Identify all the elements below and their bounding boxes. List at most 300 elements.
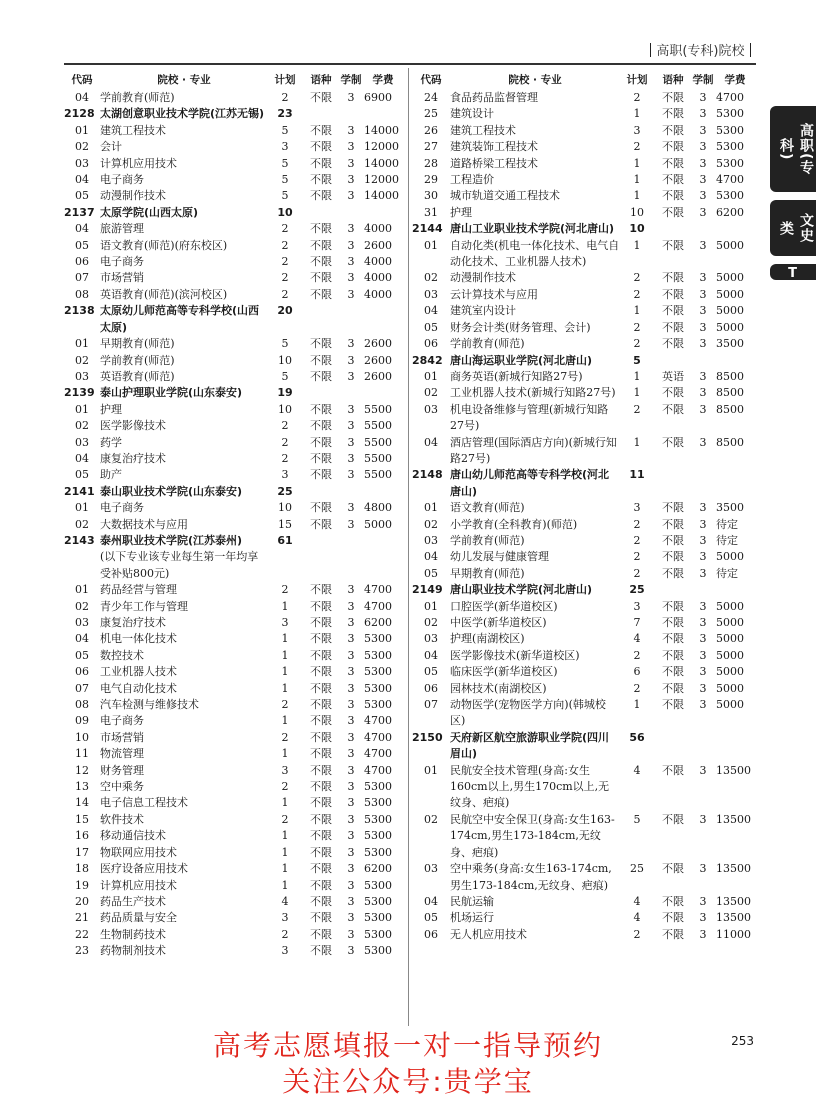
- school-row: [64, 303, 404, 336]
- cell-fee: 5300: [364, 878, 392, 892]
- cell-lang: 不限: [662, 205, 684, 219]
- cell-fee: 5300: [364, 894, 392, 908]
- cell-fee: 12000: [364, 140, 399, 154]
- cell-code: 12: [75, 763, 89, 777]
- cell-code: 09: [75, 714, 89, 728]
- cell-lang: 不限: [662, 271, 684, 285]
- cell-name: 中医学(新华道校区): [450, 616, 547, 629]
- cell-fee: [362, 549, 404, 582]
- cell-fee: 5300: [364, 812, 392, 826]
- cell-name: 泰州职业技术学院(江苏泰州): [100, 533, 243, 547]
- cell-lang: 不限: [310, 451, 332, 465]
- cell-name: 物联网应用技术: [100, 845, 177, 859]
- cell-code: 06: [424, 927, 438, 941]
- cell-years: 3: [699, 123, 707, 137]
- table-row: [64, 369, 404, 385]
- cell-years: 3: [347, 583, 355, 597]
- table-row: [64, 402, 404, 418]
- cell-lang: 不限: [662, 632, 684, 646]
- cell-lang: 不限: [310, 369, 332, 383]
- cell-lang: 英语: [662, 369, 684, 383]
- cell-years: 3: [699, 501, 707, 515]
- cell-fee: [362, 106, 404, 122]
- cell-plan: 10: [630, 205, 644, 219]
- cell-years: 3: [699, 550, 707, 564]
- cell-lang: 不限: [310, 419, 332, 433]
- cell-code: 08: [75, 287, 89, 301]
- cell-plan: 2: [281, 419, 289, 433]
- school-row: [64, 385, 404, 401]
- cell-code: 2842: [412, 353, 443, 367]
- cell-plan: 2: [281, 435, 289, 449]
- table-row: [412, 205, 756, 221]
- cell-fee: 14000: [364, 123, 399, 137]
- table-row: [64, 139, 404, 155]
- cell-years: [340, 303, 362, 336]
- cell-plan: [268, 549, 302, 582]
- cell-name: 建筑室内设计: [450, 304, 516, 318]
- cell-fee: 5000: [716, 271, 744, 285]
- cell-plan: 1: [281, 599, 289, 613]
- cell-lang: 不限: [310, 730, 332, 744]
- table-row: [412, 188, 756, 204]
- cell-fee: 13500: [716, 894, 751, 908]
- cell-lang: 不限: [310, 255, 332, 269]
- cell-lang: [654, 353, 692, 369]
- table-row: [412, 812, 756, 861]
- table-row: [412, 369, 756, 385]
- cell-code: 03: [75, 616, 89, 629]
- cell-fee: 5300: [716, 156, 744, 170]
- cell-lang: 不限: [662, 304, 684, 318]
- cell-lang: [654, 221, 692, 237]
- cell-fee: 5000: [716, 665, 744, 679]
- cell-code: 02: [424, 517, 438, 531]
- cell-fee: 4700: [364, 583, 392, 597]
- table-row: [64, 910, 404, 926]
- cell-years: 3: [347, 468, 355, 482]
- cell-fee: 13500: [716, 911, 751, 925]
- cell-lang: [654, 467, 692, 500]
- table-row: [412, 385, 756, 401]
- cell-years: [340, 533, 362, 549]
- running-header: [645, 40, 756, 59]
- cell-code: 2150: [412, 730, 443, 744]
- cell-years: 3: [347, 648, 355, 662]
- cell-name: 动漫制作技术: [450, 271, 516, 285]
- cell-code: 2144: [412, 222, 443, 236]
- cell-years: 3: [347, 632, 355, 646]
- cell-years: 3: [347, 222, 355, 236]
- cell-lang: 不限: [310, 337, 332, 351]
- cell-plan: 2: [633, 91, 641, 104]
- cell-plan: 1: [281, 829, 289, 843]
- cell-years: [340, 484, 362, 500]
- cell-code: 07: [75, 271, 89, 285]
- table-row: [64, 713, 404, 729]
- cell-name: 食品药品监督管理: [450, 91, 538, 104]
- cell-fee: [714, 582, 756, 598]
- table-row: [64, 517, 404, 533]
- cell-lang: [654, 582, 692, 598]
- cell-name: 护理: [100, 402, 122, 416]
- cell-years: [340, 549, 362, 582]
- cell-years: 3: [699, 911, 707, 925]
- table-row: [64, 861, 404, 877]
- cell-name: 电子信息工程技术: [100, 796, 188, 810]
- cell-code: 01: [424, 238, 438, 252]
- cell-years: 3: [699, 304, 707, 318]
- cell-lang: 不限: [310, 222, 332, 236]
- cell-years: 3: [699, 894, 707, 908]
- cell-lang: 不限: [662, 287, 684, 301]
- cell-plan: 1: [633, 386, 641, 400]
- cell-code: 21: [75, 911, 89, 925]
- cell-name: 护理: [450, 205, 472, 219]
- cell-years: 3: [347, 91, 355, 104]
- cell-plan: 11: [629, 468, 645, 482]
- table-row: [412, 156, 756, 172]
- cell-years: 3: [699, 107, 707, 121]
- cell-years: 3: [699, 320, 707, 334]
- cell-name: 学前教育(师范): [450, 337, 525, 351]
- cell-code: 2143: [64, 533, 95, 547]
- table-row: [412, 615, 756, 631]
- cell-plan: 19: [277, 386, 293, 400]
- cell-name: 电气自动化技术: [100, 681, 177, 695]
- cell-code: 2141: [64, 484, 95, 498]
- table-row: [64, 697, 404, 713]
- cell-fee: 14000: [364, 156, 399, 170]
- cell-name: 药学: [100, 435, 122, 449]
- header-rule: [64, 63, 756, 65]
- table-row: [64, 90, 404, 106]
- cell-years: [692, 467, 714, 500]
- cell-fee: 待定: [716, 533, 738, 547]
- cell-code: 19: [75, 878, 89, 892]
- cell-years: 3: [699, 698, 707, 712]
- cell-lang: 不限: [310, 173, 332, 187]
- cell-lang: 不限: [662, 599, 684, 613]
- cell-lang: 不限: [310, 862, 332, 876]
- cell-years: 3: [347, 419, 355, 433]
- side-tabs: [770, 106, 816, 288]
- table-row: [64, 287, 404, 303]
- cell-code: 04: [424, 550, 438, 564]
- cell-fee: 5300: [364, 648, 392, 662]
- cell-code: 13: [75, 780, 89, 794]
- cell-code: 03: [75, 435, 89, 449]
- cell-name: 幼儿发展与健康管理: [450, 550, 549, 564]
- table-row: [64, 221, 404, 237]
- cell-name: 青少年工作与管理: [100, 599, 188, 613]
- cell-name: 物流管理: [100, 747, 144, 761]
- cell-code: 05: [424, 566, 438, 580]
- cell-plan: 3: [281, 140, 289, 154]
- cell-code: 03: [424, 533, 438, 547]
- cell-fee: 5000: [364, 517, 392, 531]
- cell-plan: 3: [281, 944, 289, 958]
- cell-plan: 3: [281, 763, 289, 777]
- cell-fee: 8500: [716, 435, 744, 449]
- cell-plan: 5: [281, 369, 289, 383]
- cell-plan: 2: [633, 140, 641, 154]
- cell-code: 01: [424, 369, 438, 383]
- cell-lang: 不限: [310, 845, 332, 859]
- cell-plan: 3: [633, 123, 641, 137]
- school-row: [64, 106, 404, 122]
- cell-name: 太湖创意职业技术学院(江苏无锡): [100, 107, 265, 121]
- cell-code: 27: [424, 140, 438, 154]
- cell-plan: 4: [281, 894, 289, 908]
- cell-code: 11: [75, 747, 89, 761]
- table-row: [64, 795, 404, 811]
- cell-plan: 2: [633, 517, 641, 531]
- cell-lang: 不限: [310, 91, 332, 104]
- cell-name: 移动通信技术: [100, 829, 166, 843]
- cell-name: 太原学院(山西太原): [100, 205, 199, 219]
- cell-lang: 不限: [310, 468, 332, 482]
- cell-lang: 不限: [310, 944, 332, 958]
- cell-lang: 不限: [310, 583, 332, 597]
- header-label: 高职(专科)院校: [656, 44, 745, 59]
- cell-code: 04: [75, 632, 89, 646]
- cell-fee: 3500: [716, 337, 744, 351]
- cell-years: 3: [699, 517, 707, 531]
- cell-fee: 4000: [364, 271, 392, 285]
- cell-fee: 5500: [364, 435, 392, 449]
- cell-fee: 5000: [716, 320, 744, 334]
- cell-code: 01: [75, 583, 89, 597]
- cell-fee: 8500: [716, 369, 744, 383]
- cell-plan: 2: [281, 271, 289, 285]
- cell-years: 3: [347, 353, 355, 367]
- cell-fee: 5300: [716, 140, 744, 154]
- school-row: [64, 484, 404, 500]
- cell-years: 3: [699, 681, 707, 695]
- cell-fee: [714, 221, 756, 237]
- cell-name: 数控技术: [100, 648, 144, 662]
- tab-vocational[interactable]: 高职(专科): [770, 106, 816, 192]
- cell-code: 03: [75, 369, 89, 383]
- cell-plan: 3: [633, 599, 641, 613]
- cell-code: 16: [75, 829, 89, 843]
- table-row: [64, 582, 404, 598]
- cell-years: 3: [347, 698, 355, 712]
- cell-years: 3: [699, 287, 707, 301]
- cell-years: 3: [347, 681, 355, 695]
- cell-name: 无人机应用技术: [450, 927, 527, 941]
- cell-name: 机电一体化技术: [100, 632, 177, 646]
- cell-lang: [302, 106, 340, 122]
- cell-plan: 1: [281, 681, 289, 695]
- cell-years: 3: [347, 829, 355, 843]
- right-column: [412, 70, 756, 1030]
- cell-code: 2138: [64, 304, 95, 318]
- table-row: [412, 270, 756, 286]
- cell-plan: 25: [630, 862, 644, 876]
- cell-code: 04: [75, 222, 89, 236]
- school-row: [412, 582, 756, 598]
- table-row: [64, 878, 404, 894]
- cell-years: 3: [347, 894, 355, 908]
- cell-years: 3: [347, 369, 355, 383]
- left-column: [64, 70, 404, 1030]
- cell-plan: 1: [281, 878, 289, 892]
- table-row: [412, 90, 756, 106]
- cell-fee: 5300: [716, 189, 744, 203]
- cell-code: 02: [424, 386, 438, 400]
- cell-plan: 1: [633, 107, 641, 121]
- table-row: [64, 779, 404, 795]
- cell-plan: 1: [281, 665, 289, 679]
- cell-code: 20: [75, 894, 89, 908]
- cell-lang: [302, 205, 340, 221]
- cell-code: 01: [75, 123, 89, 137]
- cell-years: 3: [699, 140, 707, 154]
- cell-lang: [302, 533, 340, 549]
- cell-lang: 不限: [310, 156, 332, 170]
- cell-years: 3: [347, 878, 355, 892]
- cell-plan: 4: [633, 894, 641, 908]
- cell-fee: 5000: [716, 648, 744, 662]
- cell-years: 3: [347, 271, 355, 285]
- cell-plan: 2: [281, 583, 289, 597]
- table-row: [412, 697, 756, 730]
- cell-lang: 不限: [310, 435, 332, 449]
- table-row: [64, 631, 404, 647]
- cell-lang: 不限: [310, 698, 332, 712]
- cell-lang: 不限: [310, 632, 332, 646]
- table-row: [64, 336, 404, 352]
- cell-plan: 5: [281, 337, 289, 351]
- cell-fee: 5000: [716, 632, 744, 646]
- cell-plan: 3: [281, 468, 289, 482]
- cell-code: 02: [75, 140, 89, 154]
- cell-name: 护理(南湖校区): [450, 632, 525, 646]
- cell-years: 3: [347, 287, 355, 301]
- cell-plan: 1: [633, 304, 641, 318]
- cell-lang: 不限: [310, 517, 332, 531]
- cell-years: 3: [347, 140, 355, 154]
- cell-plan: 1: [633, 173, 641, 187]
- cell-years: 3: [699, 271, 707, 285]
- cell-lang: 不限: [310, 665, 332, 679]
- cell-years: 3: [347, 337, 355, 351]
- table-row: [412, 238, 756, 271]
- cell-plan: 4: [633, 763, 641, 777]
- cell-code: 05: [75, 238, 89, 252]
- cell-years: 3: [347, 189, 355, 203]
- header-name: 院校 · 专业: [157, 73, 211, 86]
- table-row: [412, 533, 756, 549]
- cell-lang: 不限: [310, 140, 332, 154]
- cell-code: 01: [75, 402, 89, 416]
- cell-name: 机电设备维修与管理(新城行知路27号): [450, 402, 609, 433]
- cell-years: 3: [699, 632, 707, 646]
- cell-lang: 不限: [310, 501, 332, 515]
- cell-lang: 不限: [310, 123, 332, 137]
- table-row: [64, 894, 404, 910]
- table-row: [412, 910, 756, 926]
- cell-code: 29: [424, 173, 438, 187]
- cell-name: 道路桥梁工程技术: [450, 156, 538, 170]
- tab-t[interactable]: T: [770, 264, 816, 280]
- cell-plan: 1: [281, 862, 289, 876]
- cell-name: 计算机应用技术: [100, 156, 177, 170]
- table-row: [64, 763, 404, 779]
- cell-code: 02: [75, 353, 89, 367]
- cell-plan: 2: [633, 648, 641, 662]
- table-row: [64, 615, 404, 631]
- table-row: [64, 845, 404, 861]
- cell-fee: 5000: [716, 550, 744, 564]
- cell-name: 太原幼儿师范高等专科学校(山西太原): [100, 304, 260, 334]
- cell-code: 06: [424, 681, 438, 695]
- cell-code: 02: [75, 517, 89, 531]
- cell-fee: [362, 385, 404, 401]
- cell-lang: 不限: [662, 140, 684, 154]
- cell-plan: 1: [281, 796, 289, 810]
- cell-plan: 2: [281, 451, 289, 465]
- cell-name: 城市轨道交通工程技术: [450, 189, 560, 203]
- cell-name: 建筑工程技术: [450, 123, 516, 137]
- cell-code: 01: [424, 763, 438, 777]
- cell-fee: 2600: [364, 337, 392, 351]
- cell-lang: 不限: [310, 763, 332, 777]
- cell-plan: 2: [633, 681, 641, 695]
- cell-code: 06: [75, 665, 89, 679]
- table-row: [412, 303, 756, 319]
- cell-plan: 5: [281, 173, 289, 187]
- cell-name: 大数据技术与应用: [100, 517, 188, 531]
- cell-name: (以下专业该专业每生第一年均享受补贴800元): [100, 550, 259, 580]
- header-years: 学制: [340, 73, 362, 86]
- table-row: [64, 254, 404, 270]
- cell-fee: 5000: [716, 304, 744, 318]
- table-row: [64, 270, 404, 286]
- cell-name: 口腔医学(新华道校区): [450, 599, 558, 613]
- cell-code: 2137: [64, 205, 95, 219]
- cell-name: 康复治疗技术: [100, 451, 166, 465]
- cell-code: 03: [424, 862, 438, 876]
- cell-code: 08: [75, 698, 89, 712]
- right-table-body: [412, 90, 756, 943]
- cell-fee: 6200: [716, 205, 744, 219]
- cell-years: 3: [347, 927, 355, 941]
- table-row: [412, 320, 756, 336]
- cell-lang: 不限: [662, 648, 684, 662]
- cell-fee: 5000: [716, 287, 744, 301]
- cell-years: 3: [347, 173, 355, 187]
- cell-code: 14: [75, 796, 89, 810]
- cell-plan: 2: [281, 287, 289, 301]
- cell-lang: 不限: [662, 91, 684, 104]
- cell-years: 3: [699, 599, 707, 613]
- cell-years: 3: [699, 812, 707, 826]
- tab-liberal-arts[interactable]: 文史类: [770, 200, 816, 256]
- cell-fee: 5000: [716, 681, 744, 695]
- cell-years: [340, 106, 362, 122]
- cell-plan: 5: [281, 189, 289, 203]
- cell-lang: 不限: [310, 287, 332, 301]
- cell-name: 早期教育(师范): [100, 337, 175, 351]
- cell-name: 空中乘务(身高:女生163-174cm,男生173-184cm,无纹身、疤痕): [450, 862, 612, 892]
- cell-years: 3: [699, 369, 707, 383]
- cell-name: 电子商务: [100, 173, 144, 187]
- table-row: [412, 599, 756, 615]
- cell-name: 商务英语(新城行知路27号): [450, 369, 583, 383]
